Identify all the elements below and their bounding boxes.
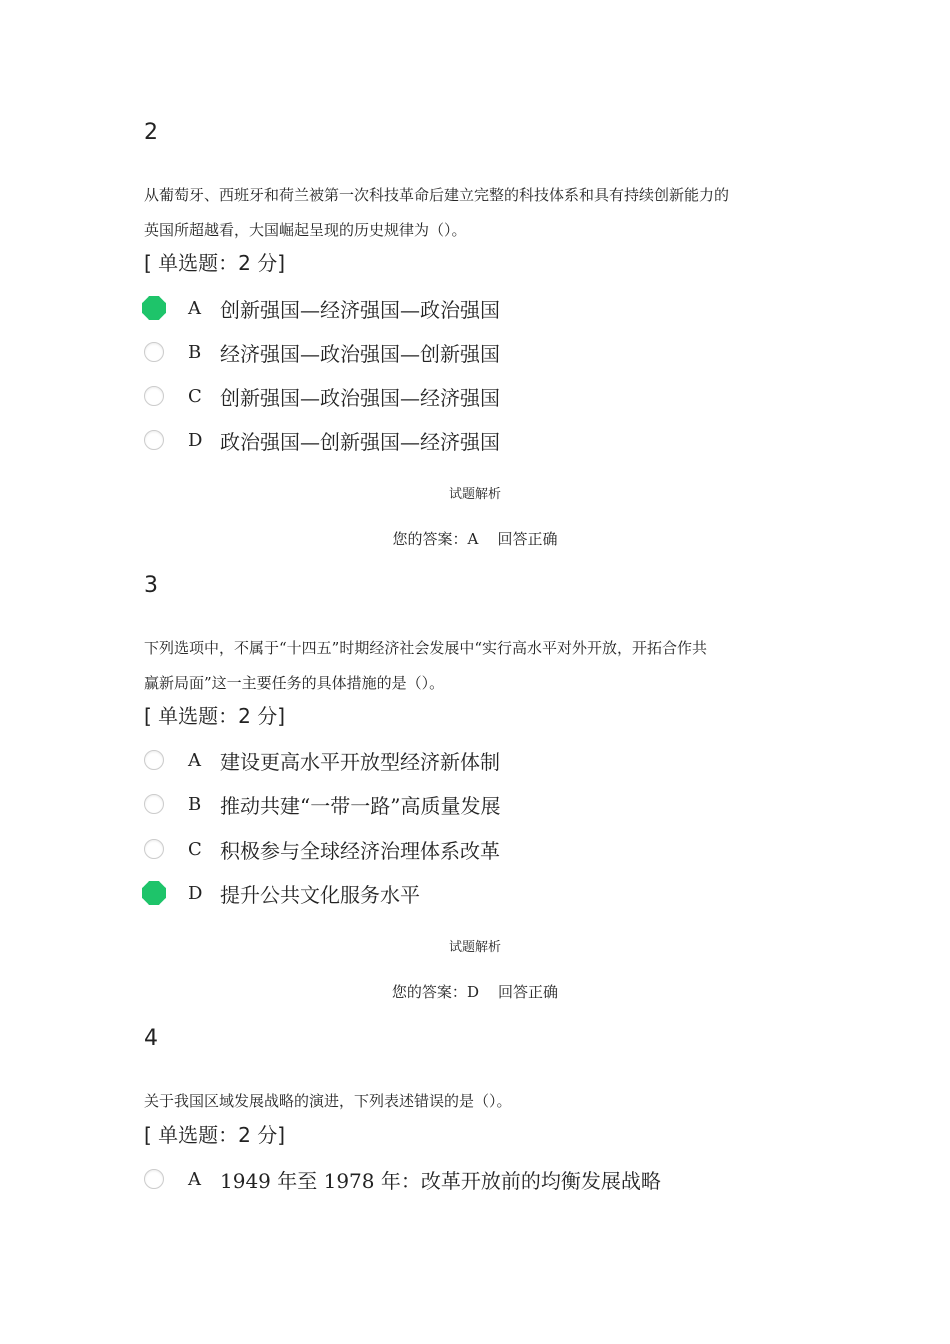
question-stem-line: 关于我国区域发展战略的演进，下列表述错误的是（）。	[144, 1092, 512, 1110]
option-letter: C	[188, 385, 202, 407]
option-text: 推动共建“一带一路”高质量发展	[220, 793, 501, 818]
option-d[interactable]	[144, 878, 420, 908]
question-stem	[144, 1084, 809, 1119]
option-a[interactable]	[144, 1164, 661, 1194]
radio-icon[interactable]	[144, 430, 164, 450]
option-letter: A	[188, 297, 201, 319]
radio-selected-icon[interactable]	[142, 296, 166, 320]
option-text: 政治强国—创新强国—经济强国	[220, 429, 500, 454]
answer-result: 回答正确	[498, 983, 559, 1001]
answer-value: A	[467, 530, 479, 548]
option-b[interactable]	[144, 337, 500, 367]
question-number: 4	[144, 1026, 158, 1051]
answer-line	[0, 528, 950, 549]
question-type: [ 单选题：2 分]	[144, 251, 286, 275]
question-number: 2	[144, 120, 158, 145]
option-c[interactable]	[144, 381, 500, 411]
radio-icon[interactable]	[144, 794, 164, 814]
option-letter: A	[188, 1168, 201, 1190]
answer-value: D	[466, 983, 479, 1001]
option-text: 提升公共文化服务水平	[220, 882, 420, 907]
option-text: 创新强国—经济强国—政治强国	[220, 297, 500, 322]
answer-result: 回答正确	[497, 530, 558, 548]
radio-icon[interactable]	[144, 342, 164, 362]
analysis-link[interactable]	[0, 483, 950, 502]
option-text: 建设更高水平开放型经济新体制	[220, 749, 500, 774]
radio-selected-icon[interactable]	[142, 881, 166, 905]
option-letter: D	[188, 429, 203, 451]
option-letter: A	[188, 749, 201, 771]
analysis-label: 试题解析	[448, 940, 501, 955]
question-stem-line: 下列选项中，不属于“十四五”时期经济社会发展中“实行高水平对外开放，开拓合作共	[144, 639, 708, 657]
radio-icon[interactable]	[144, 839, 164, 859]
option-d[interactable]	[144, 425, 500, 455]
question-type: [ 单选题：2 分]	[144, 1123, 286, 1147]
answer-line	[0, 981, 950, 1002]
option-text: 积极参与全球经济治理体系改革	[220, 838, 500, 863]
answer-prefix: 您的答案：	[392, 530, 468, 548]
option-text: 创新强国—政治强国—经济强国	[220, 385, 500, 410]
option-letter: B	[188, 341, 202, 363]
analysis-link[interactable]	[0, 936, 950, 955]
question-stem-line: 英国所超越看，大国崛起呈现的历史规律为（）。	[144, 221, 467, 239]
option-text: 1949 年至 1978 年：改革开放前的均衡发展战略	[220, 1168, 661, 1193]
radio-icon[interactable]	[144, 1169, 164, 1189]
analysis-label: 试题解析	[448, 487, 501, 502]
question-number: 3	[144, 573, 158, 598]
option-letter: B	[188, 793, 202, 815]
question-stem-line: 从葡萄牙、西班牙和荷兰被第一次科技革命后建立完整的科技体系和具有持续创新能力的	[144, 186, 730, 204]
question-type: [ 单选题：2 分]	[144, 704, 286, 728]
option-letter: C	[188, 838, 202, 860]
option-b[interactable]	[144, 789, 500, 819]
radio-icon[interactable]	[144, 386, 164, 406]
option-a[interactable]	[144, 745, 500, 775]
option-letter: D	[188, 882, 203, 904]
radio-icon[interactable]	[144, 750, 164, 770]
question-stem	[144, 178, 809, 248]
option-text: 经济强国—政治强国—创新强国	[220, 341, 500, 366]
question-stem	[144, 631, 809, 701]
question-stem-line: 赢新局面”这一主要任务的具体措施的是（）。	[144, 674, 445, 692]
option-c[interactable]	[144, 834, 500, 864]
option-a[interactable]	[144, 293, 500, 323]
answer-prefix: 您的答案：	[391, 983, 467, 1001]
